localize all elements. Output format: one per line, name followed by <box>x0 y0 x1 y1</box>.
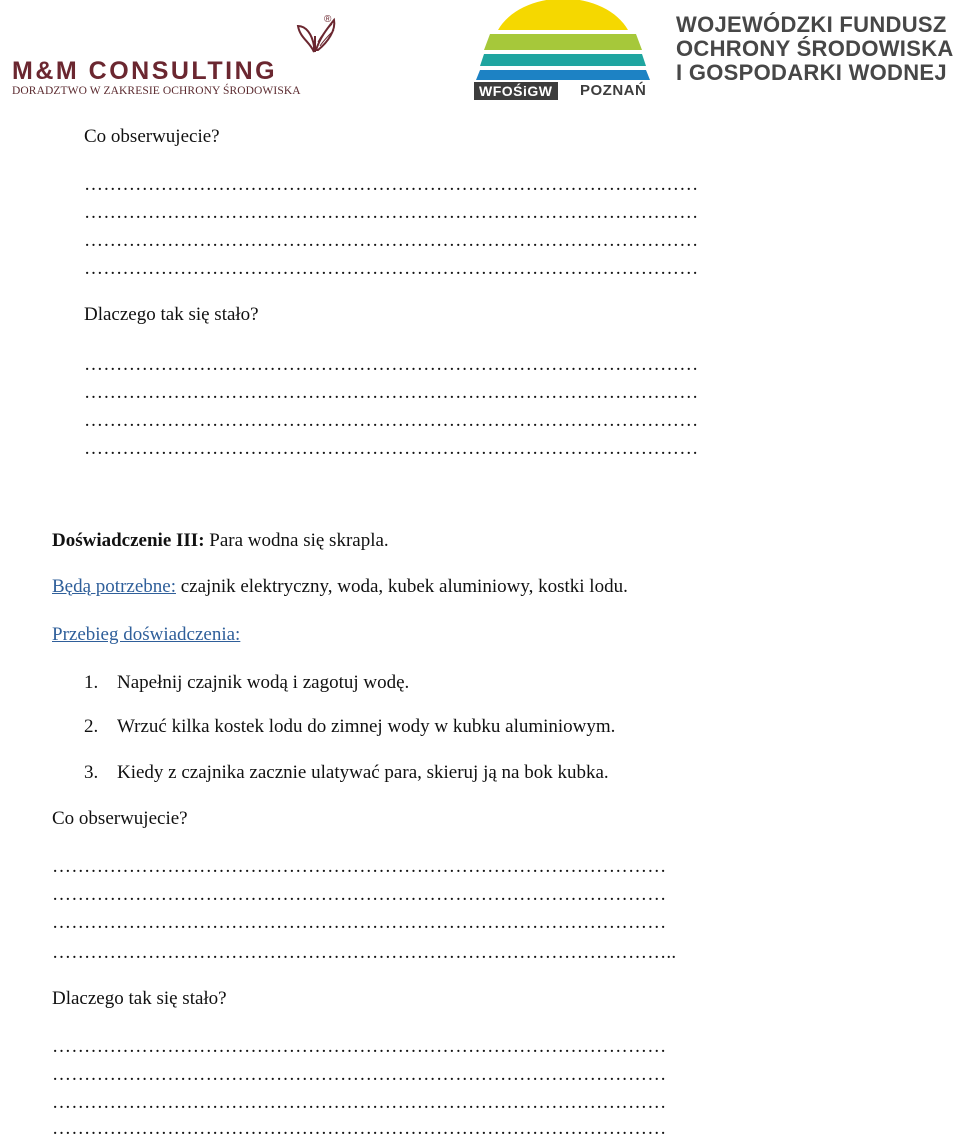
answer-line: …………………………………………………………………………………… <box>84 438 699 459</box>
procedure-step <box>84 672 410 694</box>
step-number: 2. <box>84 716 99 737</box>
procedure-label: Przebieg doświadczenia: <box>52 624 241 645</box>
answer-line: …………………………………………………………………………………… <box>84 410 699 431</box>
procedure-step <box>84 716 616 738</box>
step-text: Wrzuć kilka kostek lodu do zimnej wody w kubku aluminiowym. <box>117 716 616 737</box>
step-number: 3. <box>84 762 99 783</box>
wfosigw-logo <box>460 0 960 105</box>
answer-line: …………………………………………………………………………………… <box>84 230 699 251</box>
mm-tagline: DORADZTWO W ZAKRESIE OCHRONY ŚRODOWISKA <box>12 85 301 97</box>
experiment-title-text: Para wodna się skrapla. <box>204 530 389 551</box>
registered-mark: ® <box>324 14 332 25</box>
answer-line: …………………………………………………………………………………… <box>52 1092 667 1113</box>
fund-name-line-2: OCHRONY ŚRODOWISKA <box>676 36 954 61</box>
procedure-step <box>84 762 609 784</box>
answer-line: …………………………………………………………………………………… <box>84 258 699 279</box>
question-observation: Co obserwujecie? <box>84 126 220 147</box>
answer-line: …………………………………………………………………………………… <box>52 884 667 905</box>
step-text: Napełnij czajnik wodą i zagotuj wodę. <box>117 672 410 693</box>
step-text: Kiedy z czajnika zacznie ulatywać para, skieruj ją na bok kubka. <box>117 762 609 783</box>
materials-text: czajnik elektryczny, woda, kubek aluminiowy, kostki lodu. <box>175 576 628 597</box>
answer-line: …………………………………………………………………………………… <box>84 354 699 375</box>
fund-name-line-3: I GOSPODARKI WODNEJ <box>676 60 947 85</box>
sun-emblem-icon <box>470 0 660 82</box>
materials-label: Będą potrzebne: <box>52 576 176 597</box>
mm-wordmark: M&M CONSULTING <box>12 57 278 85</box>
answer-line: …………………………………………………………………………………… <box>52 1064 667 1085</box>
answer-line: …………………………………………………………………………………… <box>52 1118 667 1139</box>
fund-name-line-1: WOJEWÓDZKI FUNDUSZ <box>676 12 947 37</box>
wfosigw-city: POZNAŃ <box>580 82 647 99</box>
question-explanation: Dlaczego tak się stało? <box>84 304 259 325</box>
answer-line: …………………………………………………………………………………… <box>52 856 667 877</box>
answer-line: …………………………………………………………………………………… <box>52 1036 667 1057</box>
question-explanation: Dlaczego tak się stało? <box>52 988 227 1009</box>
answer-line: …………………………………………………………………………………….. <box>52 942 677 963</box>
wfosigw-abbrev: WFOŚiGW <box>474 82 558 100</box>
answer-line: …………………………………………………………………………………… <box>84 174 699 195</box>
materials-needed <box>52 576 628 598</box>
step-number: 1. <box>84 672 99 693</box>
answer-line: …………………………………………………………………………………… <box>84 202 699 223</box>
mm-consulting-logo <box>0 0 350 105</box>
answer-line: …………………………………………………………………………………… <box>52 912 667 933</box>
question-observation: Co obserwujecie? <box>52 808 188 829</box>
experiment-title <box>52 530 389 552</box>
answer-line: …………………………………………………………………………………… <box>84 382 699 403</box>
experiment-title-label: Doświadczenie III: <box>52 530 205 551</box>
